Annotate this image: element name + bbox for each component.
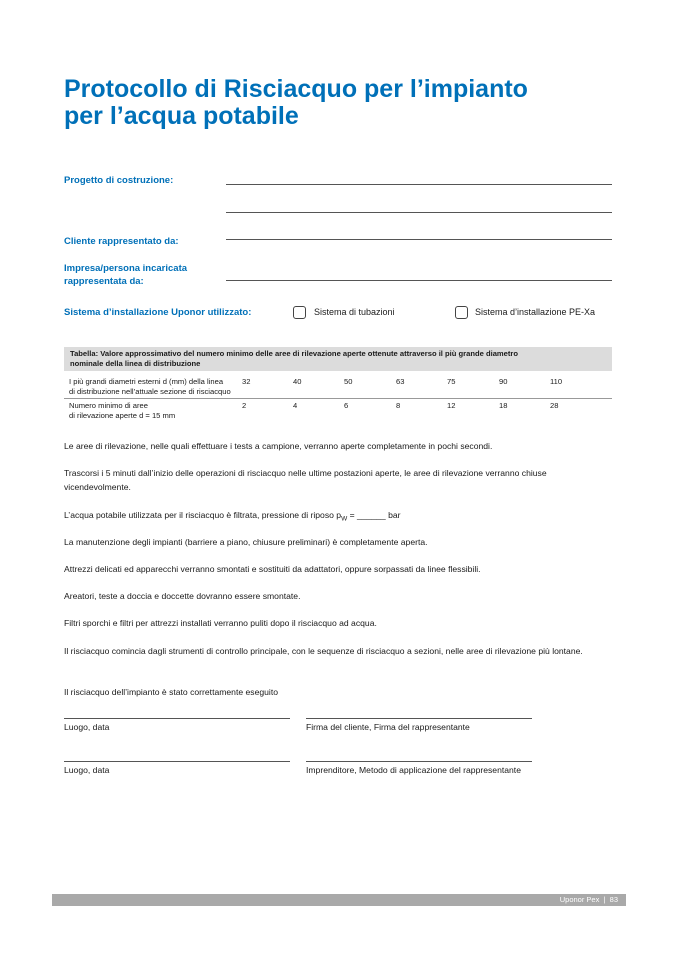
client-line[interactable] (226, 239, 612, 240)
areas-row-label (69, 401, 175, 421)
pressure-text: L’acqua potabile utilizzata per il risciacquo è filtrata, pressione di riposo p (64, 510, 342, 520)
title-line-1: Protocollo di Risciacquo per l’impianto (64, 75, 528, 103)
paragraph-flushing-start: Il risciacquo comincia dagli strumenti di controllo principale, con le sequenze di risciacquo a sezioni, nelle aree di rilevazione più lontane. (64, 646, 583, 656)
contractor-line[interactable] (226, 280, 612, 281)
paragraph-aerators: Areatori, teste a doccia e doccette dovranno essere smontate. (64, 591, 301, 601)
signature-line[interactable] (306, 761, 532, 762)
project-line-2[interactable] (226, 212, 612, 213)
contractor-label-line-2: rappresentata da: (64, 276, 144, 287)
pexa-system-label: Sistema d’installazione PE-Xa (475, 307, 596, 317)
system-label: Sistema d’installazione Uponor utilizzato: (64, 307, 252, 318)
areas-cell: 4 (293, 401, 298, 410)
signature-line[interactable] (306, 718, 532, 719)
page-number: 83 (609, 895, 618, 904)
signature-label-client: Firma del cliente, Firma del rappresentante (306, 722, 470, 732)
client-label: Cliente rappresentato da: (64, 236, 179, 247)
signature-line[interactable] (64, 718, 290, 719)
table-caption (64, 347, 612, 371)
paragraph-maintenance: La manutenzione degli impianti (barriere a piano, chiusure preliminari) è completamente aperta. (64, 537, 428, 547)
paragraph-filtered-water (64, 509, 594, 526)
table-caption-line-1: Tabella: Valore approssimativo del numero minimo delle aree di rilevazione aperte ottenute attraverso il più grande diametro (70, 349, 519, 358)
contractor-label (64, 262, 187, 288)
paragraph-test-areas: Le aree di rilevazione, nelle quali effettuare i tests a campione, verranno aperte completamente in pochi secondi. (64, 441, 493, 451)
footer-brand: Uponor Pex (559, 895, 600, 904)
pressure-blank: = ______ bar (347, 510, 401, 520)
diameter-cell: 40 (293, 377, 302, 386)
areas-cell: 12 (447, 401, 456, 410)
areas-row-label-line-2: di rilevazione aperte d = 15 mm (69, 411, 176, 420)
signature-label-place-date: Luogo, data (64, 722, 110, 732)
diameter-cell: 32 (242, 377, 251, 386)
project-line-1[interactable] (226, 184, 612, 185)
signature-label-contractor: Imprenditore, Metodo di applicazione del rappresentante (306, 765, 521, 775)
project-label: Progetto di costruzione: (64, 175, 174, 186)
diameter-row-label-line-1: I più grandi diametri esterni d (mm) della linea (69, 377, 224, 386)
signature-line[interactable] (64, 761, 290, 762)
areas-cell: 6 (344, 401, 349, 410)
footer-text: Uponor Pex | 83 (559, 895, 618, 904)
diameter-row-label-line-2: di distribuzione nell’attuale sezione di risciacquo (69, 387, 231, 396)
diameter-row-label (69, 377, 231, 397)
diameter-cell: 110 (550, 377, 563, 386)
areas-cell: 8 (396, 401, 401, 410)
diameter-cell: 75 (447, 377, 456, 386)
diameter-cell: 50 (344, 377, 353, 386)
paragraph-delicate-tools: Attrezzi delicati ed apparecchi verranno smontati e sostituiti da adattatori, oppure sorpassati da linee flessibili. (64, 564, 481, 574)
contractor-label-line-1: Impresa/persona incaricata (64, 263, 188, 274)
areas-cell: 2 (242, 401, 247, 410)
pressure-subscript: W (341, 515, 348, 523)
title-line-2: per l’acqua potabile (64, 102, 299, 130)
signature-label-place-date: Luogo, data (64, 765, 110, 775)
diameter-cell: 63 (396, 377, 405, 386)
footer-bar (52, 894, 626, 906)
page-title (64, 76, 624, 130)
areas-row-label-line-1: Numero minimo di aree (69, 401, 148, 410)
areas-cell: 18 (499, 401, 508, 410)
table-caption-line-2: nominale della linea di distribuzione (70, 359, 201, 368)
paragraph-filters: Filtri sporchi e filtri per attrezzi installati verranno puliti dopo il risciacquo ad acqua. (64, 618, 377, 628)
piping-system-checkbox[interactable] (293, 306, 306, 319)
table-row-divider (64, 398, 612, 399)
paragraph-flushing-done: Il risciacquo dell’impianto è stato correttamente eseguito (64, 687, 279, 697)
paragraph-closing-sequence: Trascorsi i 5 minuti dall’inizio delle operazioni di risciacquo nelle ultime postazioni aperte, le aree di rilevazione verranno chiuse vicendevolmente. (64, 468, 547, 492)
diameter-cell: 90 (499, 377, 508, 386)
piping-system-label: Sistema di tubazioni (314, 307, 395, 317)
areas-cell: 28 (550, 401, 559, 410)
pexa-system-checkbox[interactable] (455, 306, 468, 319)
